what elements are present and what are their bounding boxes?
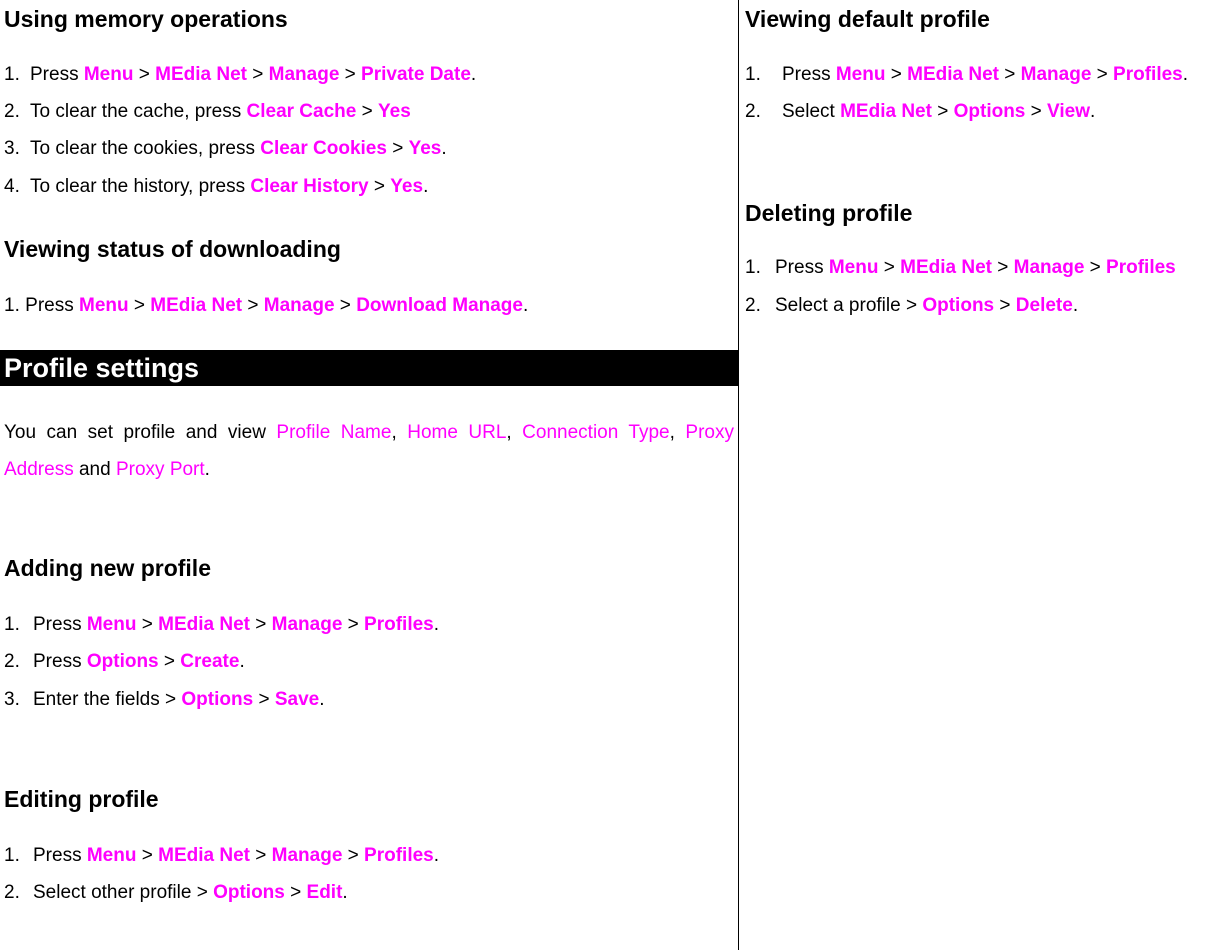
download-step-1: 1. Press Menu > MEdia Net > Manage > Download Manage. [4,295,529,316]
adding-heading: Adding new profile [4,555,211,581]
download-heading: Viewing status of downloading [4,236,341,262]
memory-heading: Using memory operations [4,6,288,32]
right-column [740,0,1226,950]
deleting-step-2: 2. Select a profile > Options > Delete. [745,295,1079,316]
editing-step-1: 1. Press Menu > MEdia Net > Manage > Profiles. [4,845,440,866]
adding-step-2: 2. Press Options > Create. [4,651,245,672]
adding-step-1: 1. Press Menu > MEdia Net > Manage > Profiles. [4,614,440,635]
deleting-step-1: 1. Press Menu > MEdia Net > Manage > Profiles [745,257,1176,278]
editing-heading: Editing profile [4,786,159,812]
memory-step-3: 3. To clear the cookies, press Clear Cookies > Yes. [4,138,447,159]
memory-step-2: 2. To clear the cache, press Clear Cache > Yes [4,101,411,122]
viewing-step-2: 2. Select MEdia Net > Options > View. [745,101,1096,122]
profile-settings-bar: Profile settings [0,350,738,386]
memory-step-1: 1. Press Menu > MEdia Net > Manage > Private Date. [4,64,477,85]
viewing-step-1: 1. Press Menu > MEdia Net > Manage > Profiles. [745,64,1189,85]
adding-step-3: 3. Enter the fields > Options > Save. [4,689,325,710]
profile-intro-paragraph: You can set profile and view Profile Name, Home URL, Connection Type, Proxy Address and Proxy Port. [4,422,734,480]
memory-step-4: 4. To clear the history, press Clear History > Yes. [4,176,429,197]
viewing-heading: Viewing default profile [745,6,990,32]
editing-step-2: 2. Select other profile > Options > Edit. [4,882,348,903]
deleting-heading: Deleting profile [745,200,913,226]
column-divider [738,0,739,950]
